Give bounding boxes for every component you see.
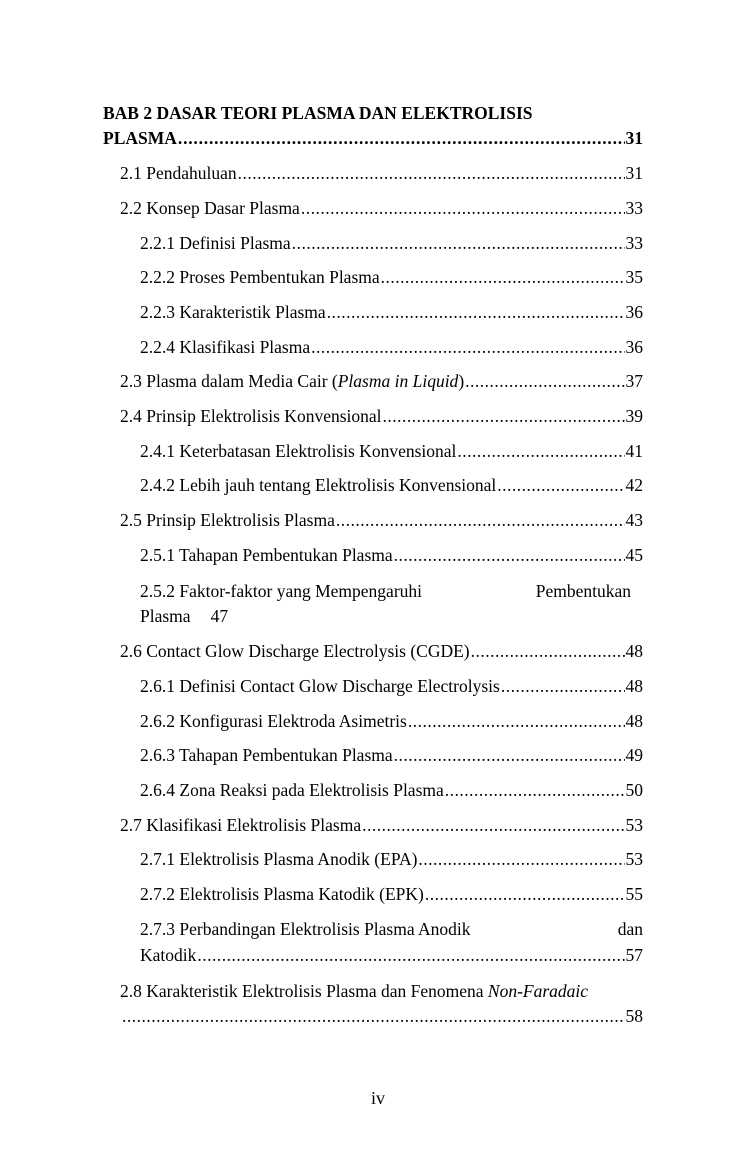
page-ref: 35	[625, 267, 643, 287]
entry-label: 2.4 Prinsip Elektrolisis Konvensional	[120, 406, 382, 426]
entry-label: 2.6.1 Definisi Contact Glow Discharge Electrolysis	[140, 676, 500, 696]
entry-label-cont: Katodik	[140, 945, 197, 965]
toc-entry-2-7	[120, 814, 643, 836]
entry-label-suffix: )	[458, 371, 465, 391]
page-ref: 58	[625, 1006, 643, 1026]
page-ref: 36	[625, 337, 643, 357]
leader-dots	[425, 883, 625, 905]
entry-label: 2.4.2 Lebih jauh tentang Elektrolisis Konvensional	[140, 475, 497, 495]
toc-entry-2-5-2-cont	[140, 605, 228, 627]
page-ref: 39	[625, 406, 643, 426]
entry-label: 2.1 Pendahuluan	[120, 163, 237, 183]
entry-label: 2.6 Contact Glow Discharge Electrolysis (CGDE)	[120, 641, 470, 661]
toc-entry-2-4-1	[140, 440, 643, 462]
toc-entry-2-2-1	[140, 232, 643, 254]
toc-entry-2-4-2	[140, 474, 643, 496]
leader-dots	[501, 675, 625, 697]
leader-dots	[497, 474, 624, 496]
toc-entry-2-6-1	[140, 675, 643, 697]
toc-entry-2-2-4	[140, 336, 643, 358]
entry-label: 2.5.2 Faktor-faktor yang Mempengaruhi	[140, 581, 423, 601]
chapter-entry	[103, 127, 643, 149]
leader-dots	[197, 944, 624, 966]
leader-dots	[122, 1005, 625, 1027]
toc-entry-2-2	[120, 197, 643, 219]
toc-entry-2-6	[120, 640, 643, 662]
page-ref: 41	[625, 441, 643, 461]
toc-entry-2-3	[120, 370, 643, 392]
page-ref: 45	[625, 545, 643, 565]
page-ref: 57	[625, 945, 643, 965]
page-ref: 47	[210, 606, 229, 626]
page-ref: 31	[625, 128, 643, 148]
page-ref: 37	[625, 371, 643, 391]
toc-entry-2-6-2	[140, 710, 643, 732]
toc-entry-2-8	[120, 980, 643, 1002]
entry-label: 2.7 Klasifikasi Elektrolisis Plasma	[120, 815, 362, 835]
toc-entry-2-7-3-cont	[140, 944, 643, 966]
toc-entry-2-7-2	[140, 883, 643, 905]
page-ref: 36	[625, 302, 643, 322]
page-ref: 53	[625, 815, 643, 835]
entry-label	[120, 370, 464, 392]
entry-label: 2.7.2 Elektrolisis Plasma Katodik (EPK)	[140, 884, 424, 904]
entry-label: 2.5.1 Tahapan Pembentukan Plasma	[140, 545, 393, 565]
leader-dots	[445, 779, 625, 801]
entry-label: 2.6.4 Zona Reaksi pada Elektrolisis Plasma	[140, 780, 444, 800]
leader-dots	[418, 848, 624, 870]
leader-dots	[381, 266, 625, 288]
leader-dots	[394, 744, 625, 766]
toc-entry-2-4	[120, 405, 643, 427]
toc-entry-2-6-4	[140, 779, 643, 801]
entry-label: 2.2 Konsep Dasar Plasma	[120, 198, 300, 218]
leader-dots	[311, 336, 624, 358]
entry-label: 2.2.1 Definisi Plasma	[140, 233, 291, 253]
entry-label: 2.2.3 Karakteristik Plasma	[140, 302, 326, 322]
leader-dots	[394, 544, 625, 566]
entry-label: 2.7.3 Perbandingan Elektrolisis Plasma Anodik	[140, 919, 471, 939]
page-ref: 31	[625, 163, 643, 183]
leader-dots	[327, 301, 625, 323]
page-ref: 48	[625, 641, 643, 661]
entry-label: 2.2.2 Proses Pembentukan Plasma	[140, 267, 380, 287]
leader-dots	[178, 127, 625, 149]
page-ref: 43	[625, 510, 643, 530]
leader-dots	[457, 440, 624, 462]
chapter-title-cont: PLASMA	[103, 128, 177, 148]
entry-label: 2.5 Prinsip Elektrolisis Plasma	[120, 510, 335, 530]
entry-label-end: Pembentukan	[535, 581, 631, 601]
page-ref: 48	[625, 676, 643, 696]
toc-entry-2-8-cont	[120, 1005, 643, 1027]
page-ref: 50	[625, 780, 643, 800]
chapter-title: BAB 2 DASAR TEORI PLASMA DAN ELEKTROLISIS	[103, 103, 533, 123]
toc-entry-2-7-1	[140, 848, 643, 870]
leader-dots	[465, 370, 624, 392]
page-ref: 33	[625, 198, 643, 218]
toc-entry-2-5-1	[140, 544, 643, 566]
toc-entry-2-5-2	[140, 580, 631, 602]
leader-dots	[238, 162, 625, 184]
leader-dots	[471, 640, 625, 662]
entry-label: 2.6.2 Konfigurasi Elektroda Asimetris	[140, 711, 407, 731]
page-ref: 53	[625, 849, 643, 869]
entry-label: 2.4.1 Keterbatasan Elektrolisis Konvensional	[140, 441, 457, 461]
leader-dots	[336, 509, 625, 531]
entry-label-cont: Plasma	[140, 606, 191, 626]
toc-entry-2-2-3	[140, 301, 643, 323]
entry-label	[120, 980, 588, 1002]
toc-entry-2-7-3	[140, 918, 643, 940]
entry-label: 2.2.4 Klasifikasi Plasma	[140, 337, 311, 357]
entry-label: 2.6.3 Tahapan Pembentukan Plasma	[140, 745, 393, 765]
page-ref: 55	[625, 884, 643, 904]
leader-dots	[292, 232, 625, 254]
page-ref: 42	[625, 475, 643, 495]
leader-dots	[408, 710, 625, 732]
entry-label: 2.7.1 Elektrolisis Plasma Anodik (EPA)	[140, 849, 418, 869]
toc-entry-2-5	[120, 509, 643, 531]
page-ref: 48	[625, 711, 643, 731]
toc-entry-2-2-2	[140, 266, 643, 288]
toc-entry-2-6-3	[140, 744, 643, 766]
leader-dots	[362, 814, 624, 836]
toc-entry-2-1	[120, 162, 643, 184]
entry-label-prefix: 2.3 Plasma dalam Media Cair (	[120, 371, 338, 391]
leader-dots	[301, 197, 625, 219]
entry-label-italic: Plasma in Liquid	[337, 371, 459, 391]
entry-label-end: dan	[617, 919, 643, 939]
page-ref: 49	[625, 745, 643, 765]
page-number: iv	[370, 1088, 385, 1108]
entry-label-prefix: 2.8 Karakteristik Elektrolisis Plasma dan Fenomena	[120, 981, 488, 1001]
leader-dots	[383, 405, 625, 427]
page-ref: 33	[625, 233, 643, 253]
entry-label-italic: Non-Faradaic	[487, 981, 589, 1001]
